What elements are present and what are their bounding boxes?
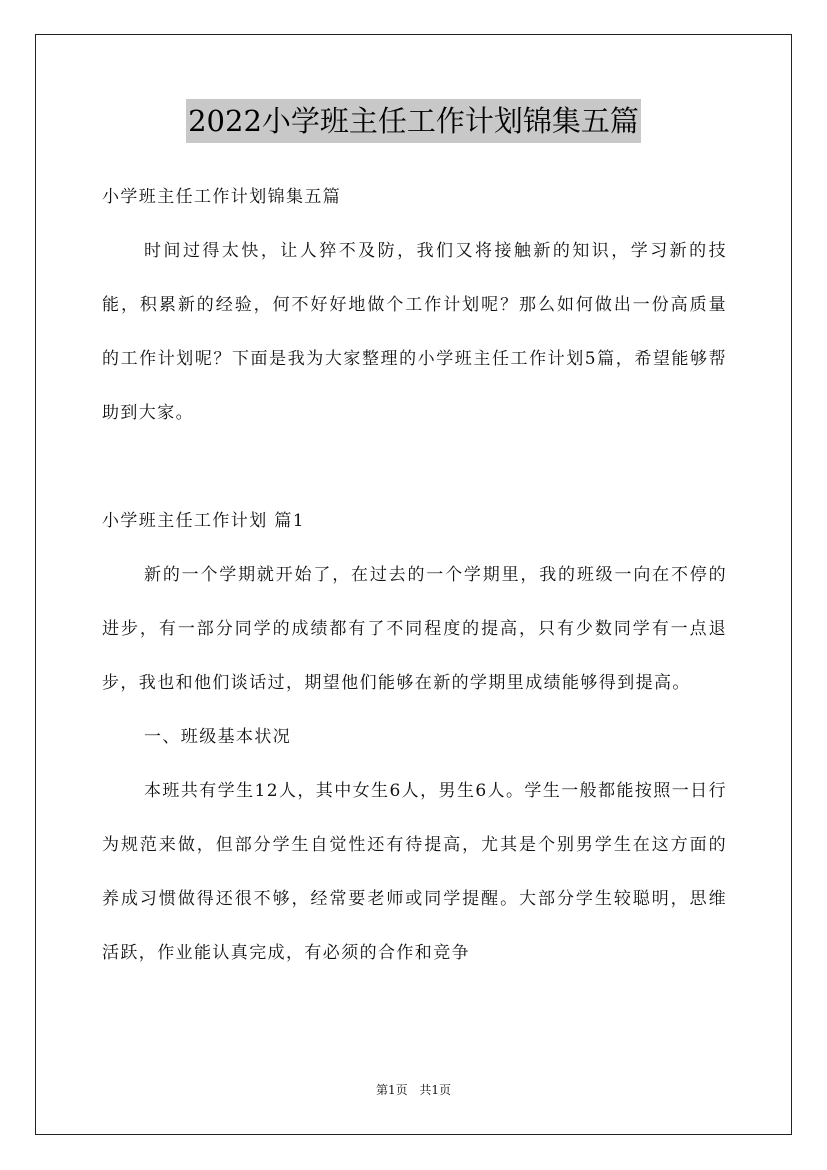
subsection-heading: 一、班级基本状况 xyxy=(144,727,292,747)
document-body xyxy=(102,170,727,980)
document-title: 2022小学班主任工作计划锦集五篇 xyxy=(186,99,641,143)
body-paragraph: 本班共有学生12人，其中女生6人，男生6人。学生一般都能按照一日行为规范来做，但部分学生自觉性还有待提高，尤其是个别男学生在这方面的养成习惯做得还很不够，经常要老师或同学提醒。大部分学生较聪明，思维活跃，作业能认真完成，有必须的合作和竞争 xyxy=(102,781,727,963)
subtitle-paragraph: 小学班主任工作计划锦集五篇 xyxy=(102,187,342,207)
page-number: 第1页 xyxy=(375,1083,408,1097)
intro-paragraph: 时间过得太快，让人猝不及防，我们又将接触新的知识，学习新的技能，积累新的经验，何不好好地做个工作计划呢？那么如何做出一份高质量的工作计划呢？下面是我为大家整理的小学班主任工作计划5篇，希望能够帮助到大家。 xyxy=(102,241,727,423)
section-gap xyxy=(102,440,727,494)
page-footer xyxy=(0,1082,827,1098)
title-container xyxy=(0,99,827,143)
page-total: 共1页 xyxy=(419,1083,452,1097)
body-paragraph: 新的一个学期就开始了，在过去的一个学期里，我的班级一向在不停的进步，有一部分同学的成绩都有了不同程度的提高，只有少数同学有一点退步，我也和他们谈话过，期望他们能够在新的学期里成绩能够得到提高。 xyxy=(102,565,727,693)
section-heading: 小学班主任工作计划 篇1 xyxy=(102,511,306,531)
